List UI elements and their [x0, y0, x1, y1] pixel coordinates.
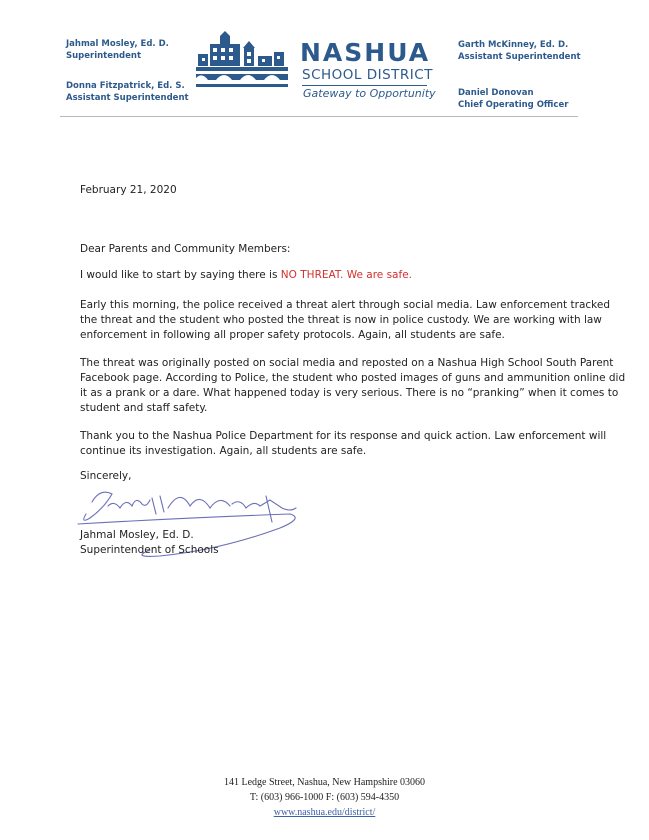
paragraph-line: Early this morning, the police received a threat alert through social media. Law enforcement tracked: [80, 299, 610, 311]
logo-name: NASHUA: [300, 38, 431, 67]
paragraph-line: continue its investigation. Again, all students are safe.: [80, 445, 367, 457]
logo-subtitle: SCHOOL DISTRICT: [302, 67, 433, 83]
paragraph-line: Facebook page. According to Police, the student who posted images of guns and ammunition online did: [80, 372, 626, 384]
paragraph-line: The threat was originally posted on social media and reposted on a Nashua High School South Parent: [80, 357, 614, 369]
logo-divider: [302, 85, 427, 86]
logo-tagline: Gateway to Opportunity: [303, 87, 436, 100]
header-divider: [60, 116, 578, 117]
paragraph-line: Thank you to the Nashua Police Department for its response and quick action. Law enforcement will: [80, 430, 607, 442]
superintendent-title: Superintendent: [66, 51, 142, 61]
footer-phones: T: (603) 966-1000 F: (603) 594-4350: [249, 792, 400, 803]
coo-name: Daniel Donovan: [458, 88, 534, 98]
signer-title: Superintendent of Schools: [80, 544, 219, 556]
paragraph-thanks: [80, 429, 607, 459]
assistant-superintendent-2-block: [458, 39, 581, 63]
intro-emphasis: NO THREAT. We are safe.: [280, 269, 412, 281]
superintendent-name: Jahmal Mosley, Ed. D.: [66, 39, 169, 49]
assistant-superintendent-name: Donna Fitzpatrick, Ed. S.: [66, 81, 185, 91]
paragraph-origin: [80, 356, 626, 416]
signer-name: Jahmal Mosley, Ed. D.: [80, 529, 194, 541]
superintendent-block: [66, 38, 169, 62]
assistant-superintendent-2-title: Assistant Superintendent: [458, 52, 581, 62]
school-district-logo-icon: [196, 30, 292, 100]
assistant-superintendent-block: [66, 80, 189, 104]
footer-website-link[interactable]: www.nashua.edu/district/: [273, 807, 376, 818]
paragraph-line: it as a prank or a dare. What happened today is very serious. There is no “pranking” when it comes to: [80, 387, 619, 399]
paragraph-line: student and staff safety.: [80, 402, 208, 414]
salutation: Dear Parents and Community Members:: [80, 243, 291, 255]
paragraph-intro: [80, 268, 580, 283]
coo-block: [458, 87, 568, 111]
paragraph-line: enforcement in following all proper safety protocols. Again, all students are safe.: [80, 329, 505, 341]
footer-address: 141 Ledge Street, Nashua, New Hampshire 03060: [223, 777, 426, 788]
intro-lead: I would like to start by saying there is: [80, 269, 281, 281]
letter-date: February 21, 2020: [80, 184, 177, 196]
assistant-superintendent-2-name: Garth McKinney, Ed. D.: [458, 40, 569, 50]
paragraph-line: the threat and the student who posted the threat is now in police custody. We are working with law: [80, 314, 602, 326]
assistant-superintendent-title: Assistant Superintendent: [66, 93, 189, 103]
signer-block: [80, 528, 580, 558]
closing: Sincerely,: [80, 470, 132, 482]
coo-title: Chief Operating Officer: [458, 100, 569, 110]
paragraph-threat-alert: [80, 298, 610, 343]
